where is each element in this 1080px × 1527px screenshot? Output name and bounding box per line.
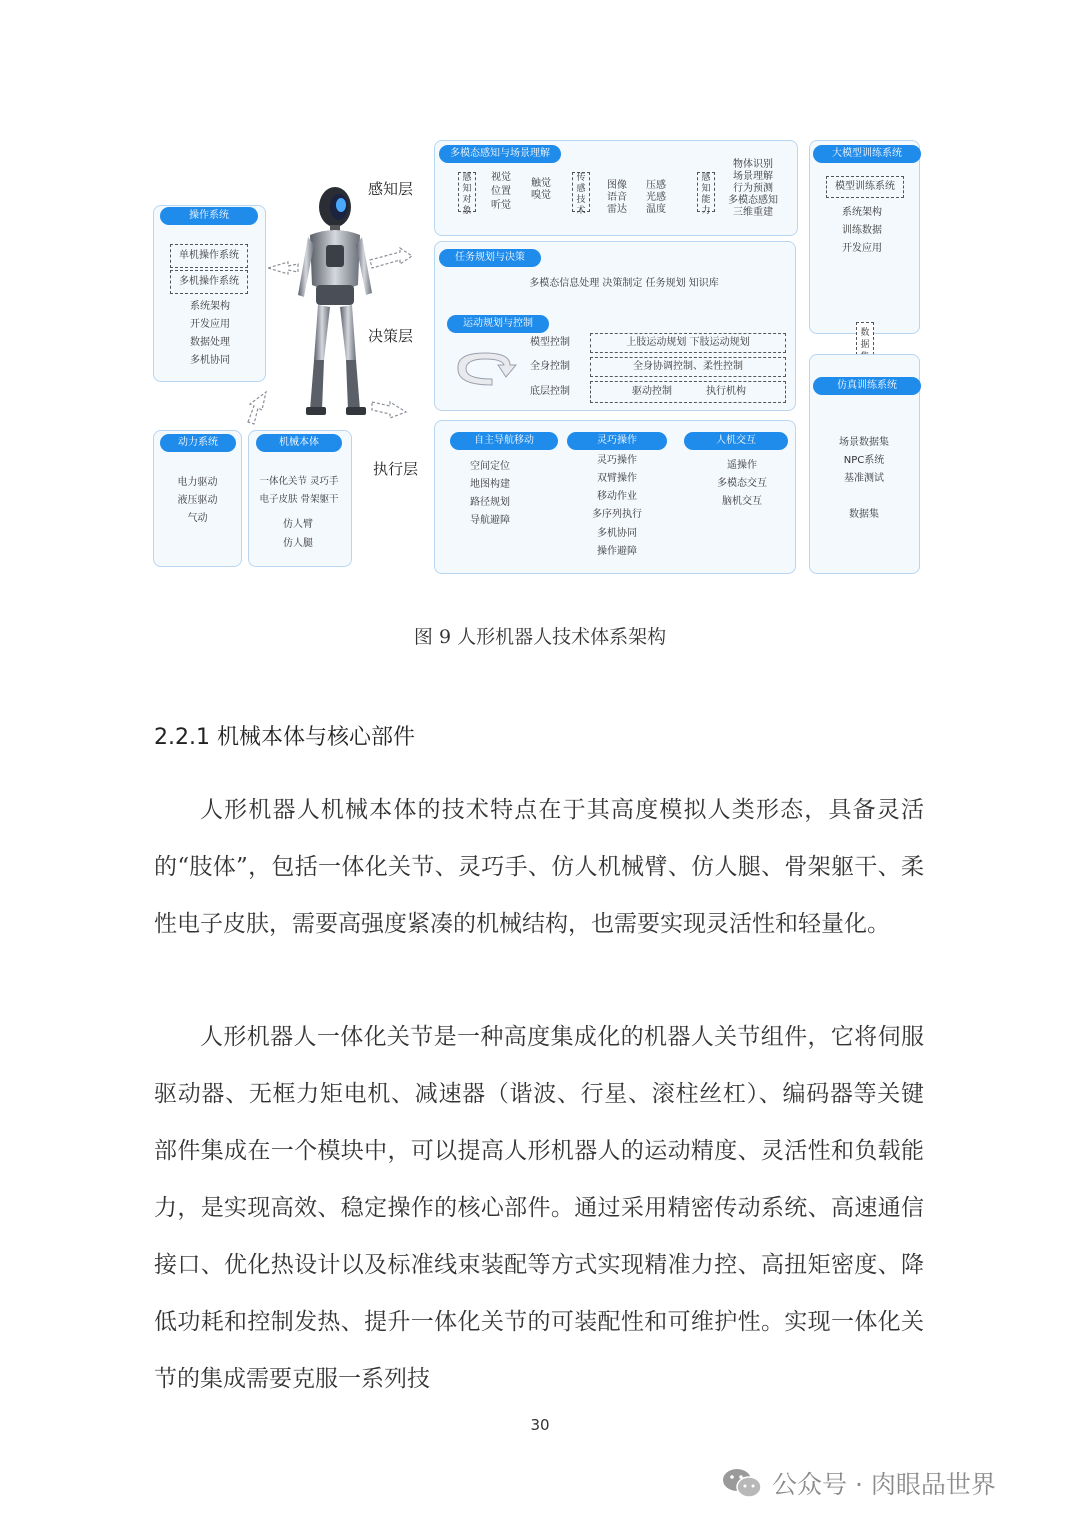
power-item: 液压驱动 [177,495,218,506]
exec-dex-item: 移动作业 [597,491,637,502]
exec-nav-title: 自主导航移动 [450,432,558,450]
perception-c1: 听觉 [491,200,511,211]
mech-row: 电子皮肤 骨架躯干 [259,494,339,505]
exec-dex-item: 操作避障 [597,546,637,557]
perception-v1: 感知对象 [462,173,472,216]
bigmodel-item: 系统架构 [842,207,882,218]
motion-box2-text: 全身协调控制、柔性控制 [633,361,743,372]
sim-title: 仿真训练系统 [813,377,921,395]
architecture-diagram [0,0,1080,600]
sim-item: NPC系统 [843,455,885,466]
power-item: 电力驱动 [177,477,218,488]
motion-box1-text: 上肢运动规划 下肢运动规划 [626,337,750,348]
perception-c3: 雷达 [607,204,627,215]
motion-title: 运动规划与控制 [447,315,549,333]
layer-execution: 执行层 [373,460,419,478]
section-heading: 2.2.1 机械本体与核心部件 [154,725,415,750]
watermark [720,1465,996,1501]
motion-row: 模型控制 [530,337,570,348]
motion-row: 底层控制 [530,386,570,397]
exec-nav-item: 导航避障 [470,515,510,526]
os-item: 多机协同 [190,355,230,366]
sim-last: 数据集 [849,509,879,520]
perception-c5: 多模态感知 [728,195,778,206]
os-item: 数据处理 [190,337,230,348]
bigmodel-item: 训练数据 [842,225,882,236]
bigmodel-boxed: 模型训练系统 [835,181,895,192]
os-multi: 多机操作系统 [179,276,239,287]
exec-dex-item: 双臂操作 [597,473,637,484]
perception-c5: 物体识别 [733,159,773,170]
paragraph: 人形机器人一体化关节是一种高度集成化的机器人关节组件，它将伺服驱动器、无框力矩电机、减速器（谐波、行星、滚柱丝杠）、编码器等关键部件集成在一个模块中，可以提高人形机器人的运动精度、灵活性和负载能力，是实现高效、稳定操作的核心部件。通过采用精密传动系统、高速通信接口、优化热设计以及标准线束装配等方式实现精准力控、高扭矩密度、降低功耗和控制发热、提升一体化关节的可装配性和可维护性。实现一体化关节的集成需要克服一系列技 [154,1024,924,1392]
perception-c1: 位置 [491,186,511,197]
decision-line: 多模态信息处理 决策制定 任务规划 知识库 [529,278,719,289]
perception-c2: 触觉 [531,178,551,189]
exec-dex-item: 灵巧操作 [597,455,637,466]
perception-c3: 图像 [607,180,627,191]
power-title: 动力系统 [160,434,236,452]
perception-c5: 行为预测 [733,183,773,194]
exec-nav-item: 空间定位 [470,461,510,472]
exec-dex-title: 灵巧操作 [567,432,667,450]
perception-c3: 语音 [607,192,627,203]
exec-hri-title: 人机交互 [684,432,788,450]
exec-hri-item: 多模态交互 [717,478,767,489]
bigmodel-title: 大模型训练系统 [813,145,921,163]
perception-v2: 传感技术 [576,173,586,216]
figure-caption: 图 9 人形机器人技术体系架构 [413,626,667,648]
perception-title: 多模态感知与场景理解 [439,145,561,163]
mech-row: 一体化关节 灵巧手 [259,476,339,487]
exec-hri-item: 遥操作 [727,460,757,471]
perception-c5: 三维重建 [733,207,773,218]
mech-item: 仿人腿 [283,538,313,549]
wechat-icon [720,1465,764,1501]
power-item: 气动 [187,513,208,524]
perception-c4: 光感 [646,192,666,203]
exec-nav-item: 地图构建 [470,479,510,490]
cycle-arrow-icon [452,347,518,391]
perception-c1: 视觉 [491,172,511,183]
os-item: 开发应用 [190,319,230,330]
layer-decision: 决策层 [368,327,414,345]
layer-perception: 感知层 [368,180,414,198]
motion-box3b: 执行机构 [706,386,746,397]
paragraph: 人形机器人机械本体的技术特点在于其高度模拟人类形态，具备灵活的“肢体”，包括一体化关节、灵巧手、仿人机械臂、仿人腿、骨架躯干、柔性电子皮肤，需要高强度紧凑的机械结构，也需要实现灵活性和轻量化。 [154,797,924,937]
watermark-text: 公众号 · 肉眼品世界 [772,1470,996,1499]
sim-item: 基准测试 [844,473,884,484]
decision-title: 任务规划与决策 [439,249,541,267]
exec-dex-item: 多机协同 [597,528,637,539]
mech-item: 仿人臂 [283,519,313,530]
perception-c4: 温度 [646,204,666,215]
motion-row: 全身控制 [530,361,570,372]
sim-item: 场景数据集 [839,437,889,448]
mech-title: 机械本体 [256,434,342,452]
exec-hri-item: 脑机交互 [722,496,762,507]
perception-c4: 压感 [646,180,666,191]
perception-c5: 场景理解 [733,171,773,182]
exec-dex-item: 多序列执行 [592,509,642,520]
os-item: 系统架构 [190,301,230,312]
bigmodel-item: 开发应用 [842,243,882,254]
motion-box3a: 驱动控制 [632,386,672,397]
os-title: 操作系统 [160,207,258,225]
perception-v3: 感知能力 [701,173,711,216]
perception-c2: 嗅觉 [531,190,551,201]
exec-nav-item: 路径规划 [470,497,510,508]
data-link: 数据 [860,328,870,350]
page-number: 30 [530,1416,550,1434]
os-single: 单机操作系统 [179,250,239,261]
